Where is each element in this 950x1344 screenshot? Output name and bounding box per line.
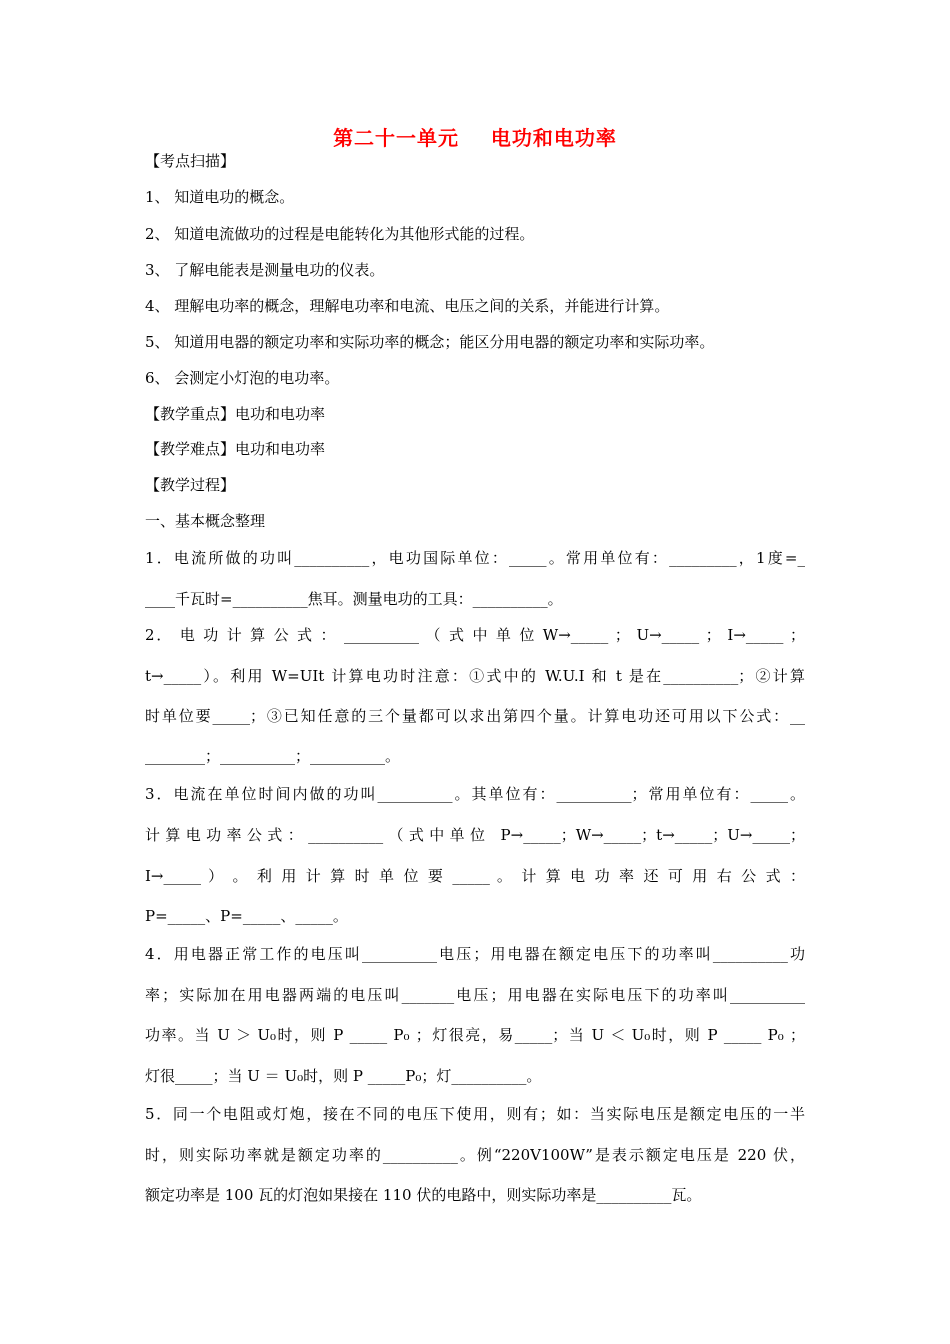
document-title: 第二十一单元 电功和电功率	[333, 126, 617, 150]
question-4-line: 灯很_____；当 U ＝ U₀时，则 P _____P₀；灯__________。	[145, 1067, 542, 1085]
section-nandian: 【教学难点】电功和电功率	[145, 440, 326, 458]
objective-item: 2、 知道电流做功的过程是电能转化为其他形式能的过程。	[145, 225, 535, 243]
objective-item: 3、 了解电能表是测量电功的仪表。	[145, 261, 385, 279]
question-2-line: 时单位要_____；③已知任意的三个量都可以求出第四个量。计算电功还可用以下公式：__	[145, 707, 805, 725]
objective-item: 1、 知道电功的概念。	[145, 188, 295, 206]
question-1-line: ____千瓦时=__________焦耳。测量电功的工具：__________。	[145, 590, 563, 608]
question-3-line: 3．电流在单位时间内做的功叫__________。其单位有：__________；常用单位有：_____。	[145, 785, 805, 803]
part-heading: 一、基本概念整理	[145, 512, 266, 530]
objective-item: 6、 会测定小灯泡的电功率。	[145, 369, 340, 387]
section-guocheng: 【教学过程】	[145, 476, 236, 494]
question-3-line: 计算电功率公式：__________（式中单位 P→_____；W→_____；t→_____；U→_____；	[145, 826, 805, 844]
question-1-line: 1．电流所做的功叫__________，电功国际单位：_____。常用单位有：_________，1度=_	[145, 549, 805, 567]
question-2-line: ________；__________；__________。	[145, 747, 401, 765]
question-5-line: 5．同一个电阻或灯炮，接在不同的电压下使用，则有；如：当实际电压是额定电压的一半	[145, 1105, 805, 1123]
objective-item: 4、 理解电功率的概念，理解电功率和电流、电压之间的关系，并能进行计算。	[145, 297, 670, 315]
objective-item: 5、 知道用电器的额定功率和实际功率的概念；能区分用电器的额定功率和实际功率。	[145, 333, 715, 351]
section-zhongdian: 【教学重点】电功和电功率	[145, 405, 326, 423]
question-2-line: t→_____）。利用 W=UIt 计算电功时注意：①式中的 W.U.I 和 t 是在__________；②计算	[145, 667, 805, 685]
question-4-line: 功率。当 U ＞ U₀时，则 P _____ P₀ ；灯很亮，易_____；当 U ＜ U₀时，则 P _____ P₀ ；	[145, 1026, 805, 1044]
question-3-line: P=_____、P=_____、_____。	[145, 907, 348, 925]
question-5-line: 额定功率是 100 瓦的灯泡如果接在 110 伏的电路中，则实际功率是__________瓦。	[145, 1186, 702, 1204]
question-3-line: I→_____ ） 。 利 用 计 算 时 单 位 要 _____ 。 计 算 电 功 率 还 可 用 右 公 式 ：	[145, 867, 805, 885]
question-4-line: 4．用电器正常工作的电压叫__________电压；用电器在额定电压下的功率叫__________功	[145, 945, 805, 963]
section-kaodian: 【考点扫描】	[145, 152, 236, 170]
question-2-line: 2． 电 功 计 算 公 式 ： __________ （ 式 中 单 位 W→_____ ； U→_____ ； I→_____ ；	[145, 626, 805, 644]
question-5-line: 时，则实际功率就是额定功率的__________。例“220V100W”是表示额定电压是 220 伏，	[145, 1146, 805, 1164]
question-4-line: 率；实际加在用电器两端的电压叫_______电压；用电器在实际电压下的功率叫__________	[145, 986, 805, 1004]
